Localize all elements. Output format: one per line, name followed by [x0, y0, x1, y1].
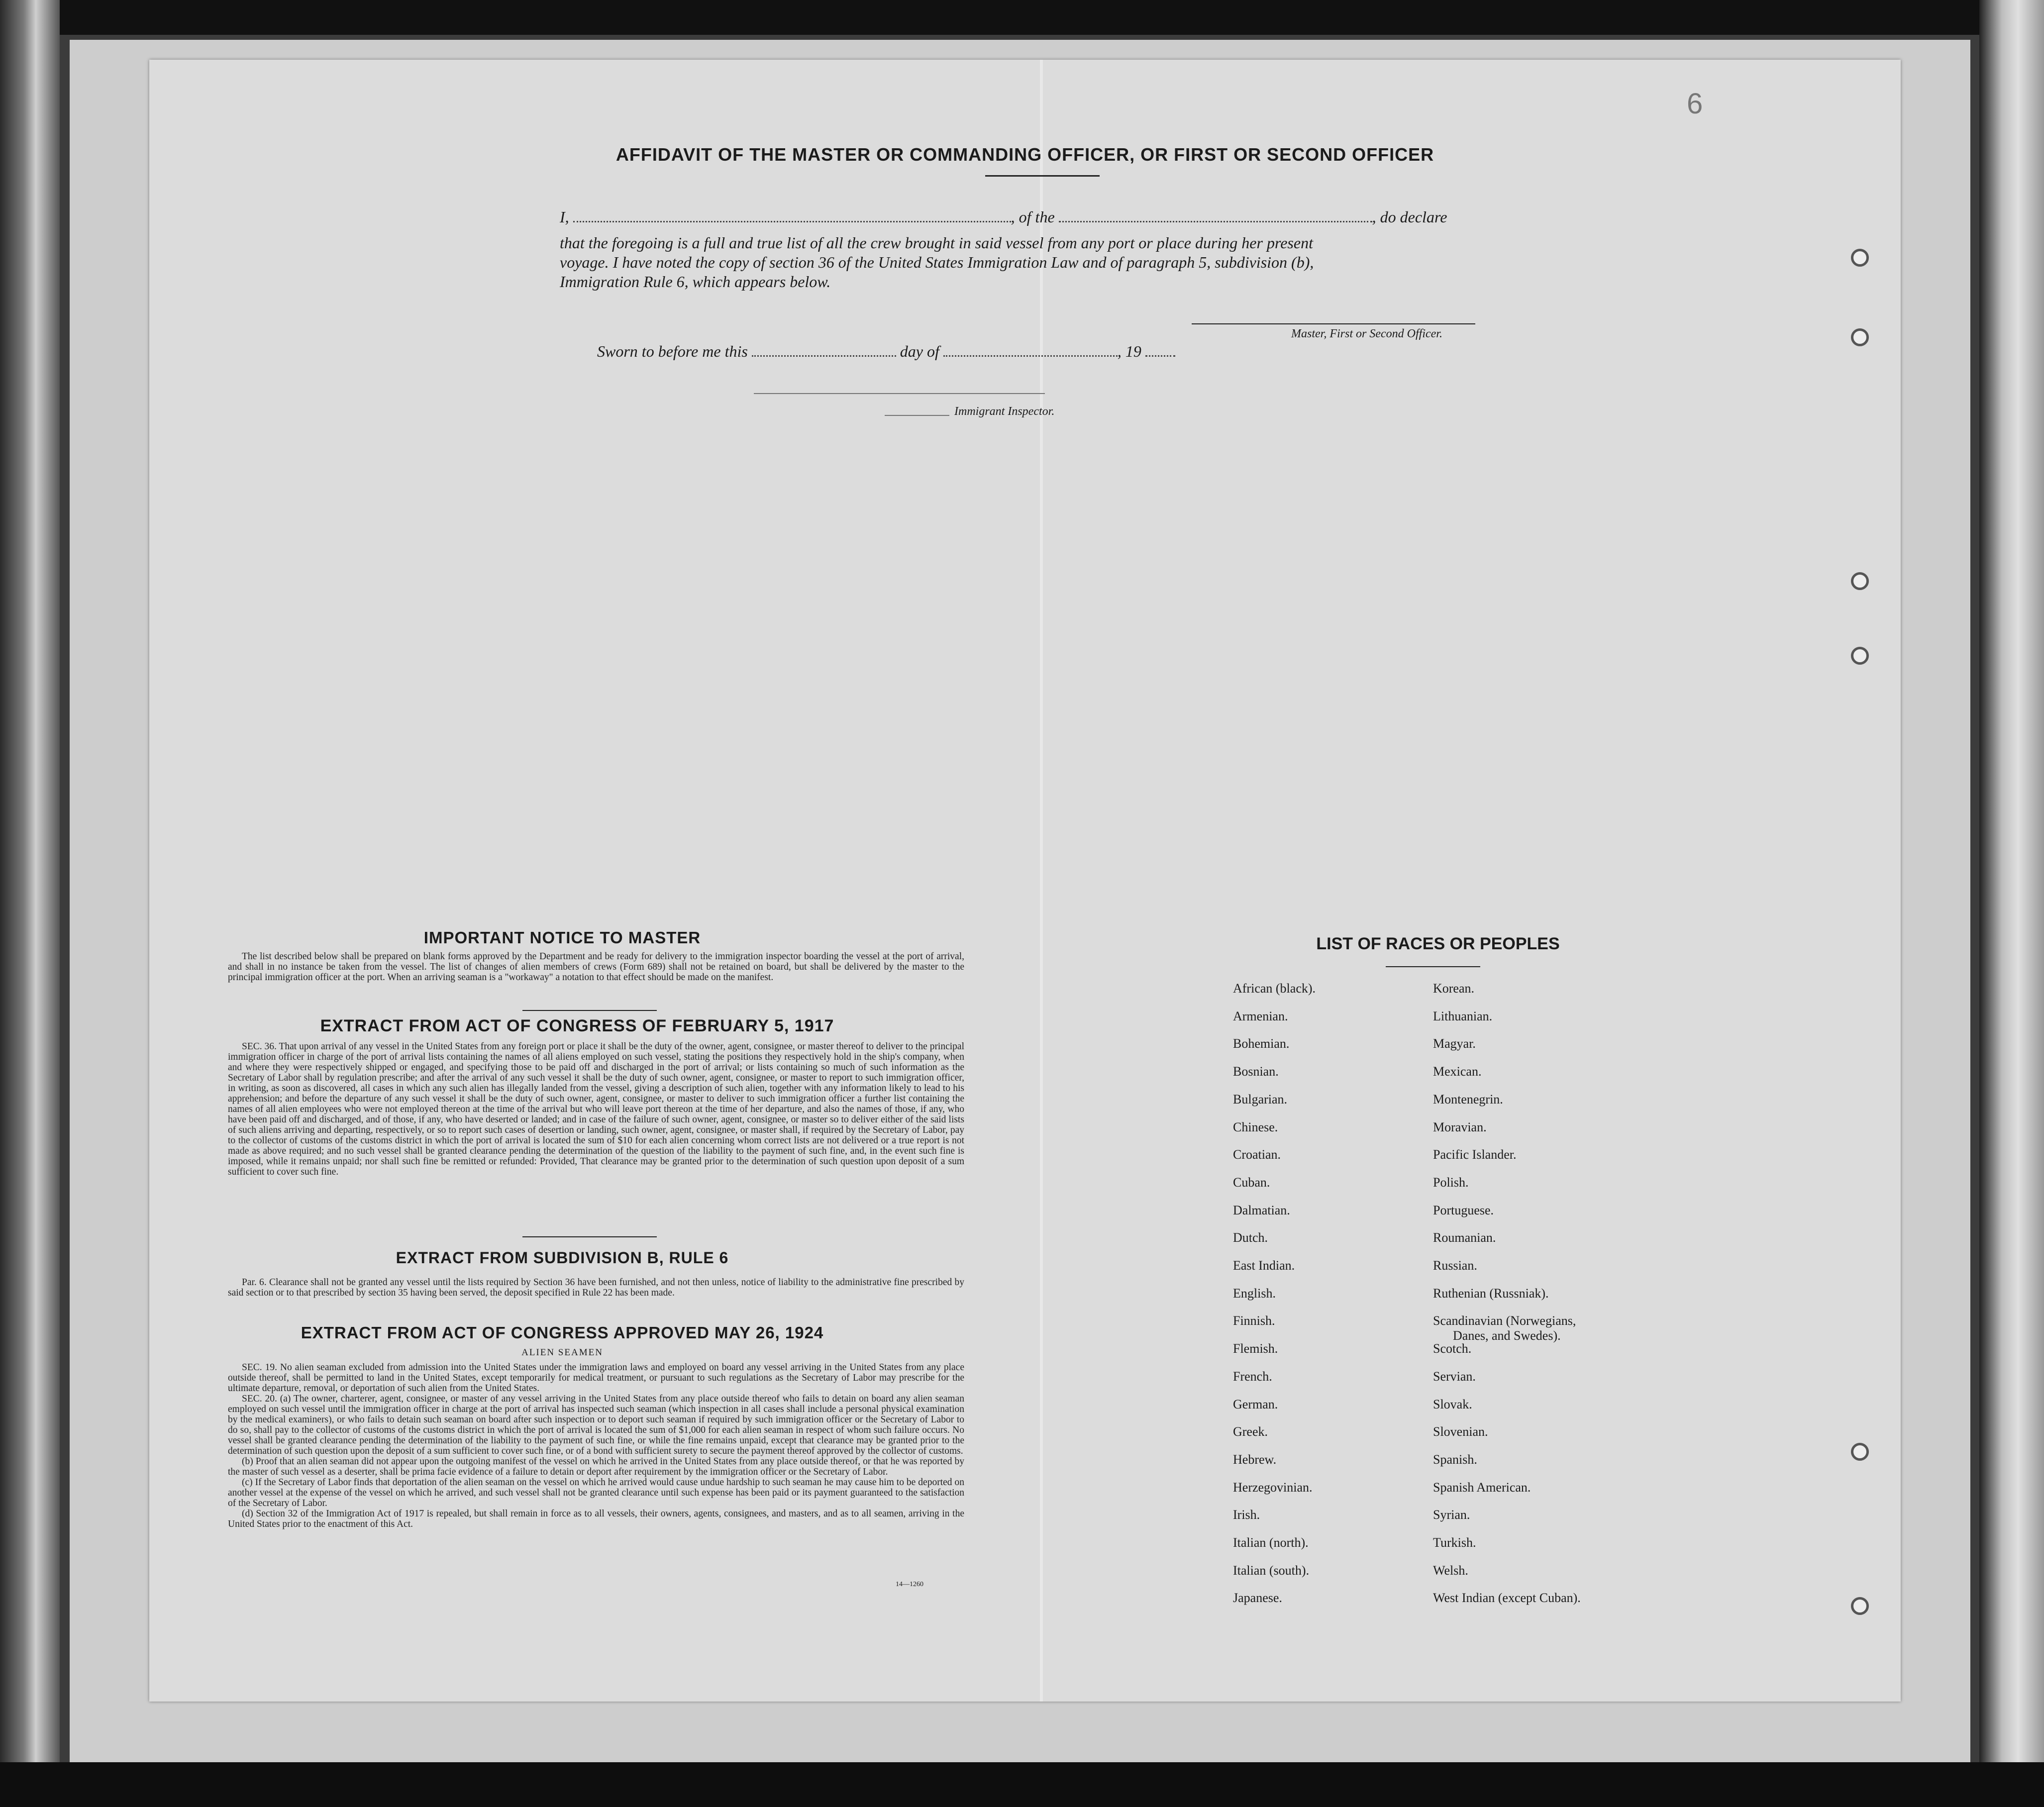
section-36-paragraph: SEC. 36. That upon arrival of any vessel in the United States from any foreign port or place it shall be the duty of the owner, agent, consignee, or master thereof to deliver to the principal immigration officer in charge of the port of arrival lists containing the names of all aliens employed on such vessel, stating the positions they respectively hold in the ship's company, when and where they were respectively shipped or engaged, and specifying those to be paid off and discharged in the port of arrival; or lists containing so much of such information as the Secretary of Labor shall by regulation prescribe; and after the arrival of any such vessel it shall be the duty of such owner, agent, consignee, or master to report to such immigration officer, in writing, as soon as discovered, all cases in which any such alien has illegally landed from the vessel, giving a description of such alien, together with any information likely to lead to his apprehension; and before the departure of any such vessel it shall be the duty of such owner, agent, consignee, or master to deliver to such immigration officer a further list containing the names of all alien employees who were not employed thereon at the time of the arrival but who will leave port thereon at the time of her departure, and also the names of those, if any, who have been paid off and discharged, and of those, if any, who have deserted or landed; and in case of the failure of such owner, agent, consignee, or master so to deliver either of the said lists of such aliens arriving and departing, respectively, or so to report such cases of desertion or landing, such owner, agent, consignee, or master shall, if required by the Secretary of Labor, pay to the collector of customs of the customs district in which the port of arrival is located the sum of $10 for each alien concerning whom correct lists are not delivered or a true report is not made as above required; and no such vessel shall be granted clearance pending the determination of the question of the liability to the payment of such fine, and, in the event such fine is imposed, while it remains unpaid; nor shall such fine be remitted or refunded: Provided, That clearance may be granted prior to the determination of such question upon deposit of a sum sufficient to cover such fine. — [228, 1041, 964, 1177]
scan-right-edge — [1979, 0, 2044, 1807]
scan-top-edge — [0, 0, 2044, 35]
sec-20d-paragraph: (d) Section 32 of the Immigration Act of 1917 is repealed, but shall remain in force as to all vessels, their owners, agents, consignees, and masters, and as to all seamen, arriving in the United States prior to the enactment of this Act. — [228, 1508, 964, 1529]
race-item: German. — [1233, 1397, 1278, 1411]
race-item: Dalmatian. — [1233, 1203, 1290, 1217]
extract-1917-text — [228, 1041, 964, 1177]
vessel-blank — [1059, 209, 1372, 222]
master-signature-line — [1192, 323, 1475, 324]
affidavit-line-4: Immigration Rule 6, which appears below. — [560, 273, 831, 291]
race-item: Greek. — [1233, 1424, 1268, 1439]
name-blank — [573, 209, 1011, 222]
extract-1924-title: EXTRACT FROM ACT OF CONGRESS APPROVED MAY 26, 1924 — [301, 1323, 824, 1342]
race-item: Magyar. — [1433, 1036, 1476, 1051]
section-rule — [522, 1236, 657, 1237]
races-title-rule — [1386, 966, 1480, 967]
race-item: Hebrew. — [1233, 1452, 1277, 1467]
sworn-line — [597, 342, 1175, 361]
sworn-month-blank — [943, 343, 1118, 357]
rule-6-paragraph: Par. 6. Clearance shall not be granted any vessel until the lists required by Section 36 have been furnished, and not then unless, notice of liability to the administrative fine prescribed by said section or to that prescribed by section 35 having been served, the deposit specified in Rule 22 has been made. — [228, 1277, 964, 1298]
race-item: Roumanian. — [1433, 1230, 1496, 1245]
affidavit-line-1 — [560, 208, 1447, 226]
race-item: Finnish. — [1233, 1313, 1275, 1328]
race-item: French. — [1233, 1369, 1272, 1384]
rule-6-text — [228, 1277, 964, 1298]
race-item: Italian (south). — [1233, 1563, 1310, 1578]
race-item: Dutch. — [1233, 1230, 1268, 1245]
extract-1917-title: EXTRACT FROM ACT OF CONGRESS OF FEBRUARY 5, 1917 — [320, 1016, 834, 1035]
race-item: Welsh. — [1433, 1563, 1468, 1578]
page-number: 6 — [1687, 88, 1703, 120]
race-item: Cuban. — [1233, 1175, 1270, 1190]
section-rule — [522, 1010, 657, 1011]
race-item: Scandinavian (Norwegians, — [1433, 1313, 1576, 1328]
race-item: English. — [1233, 1286, 1276, 1301]
race-item: Montenegrin. — [1433, 1092, 1503, 1106]
race-item: Russian. — [1433, 1258, 1477, 1273]
affidavit-line-3: voyage. I have noted the copy of section 36 of the United States Immigration Law and of paragraph 5, subdivision (b), — [560, 253, 1314, 271]
race-item: Portuguese. — [1433, 1203, 1494, 1217]
race-item: Slovak. — [1433, 1397, 1472, 1411]
race-item: Slovenian. — [1433, 1424, 1488, 1439]
sec-20b-paragraph: (b) Proof that an alien seaman did not appear upon the outgoing manifest of the vessel on which he arrived in the United States from any place outside thereof, or that he was reported by the master of such vessel as a deserter, shall be prima facie evidence of a failure to detain or deport after requirement by the immigration officer or the Secretary of Labor. — [228, 1456, 964, 1477]
notice-text — [228, 951, 964, 983]
punch-hole — [1851, 328, 1869, 346]
race-item: Mexican. — [1433, 1064, 1482, 1079]
race-item: Flemish. — [1233, 1341, 1278, 1356]
notice-title: IMPORTANT NOTICE TO MASTER — [423, 928, 701, 947]
sec-20c-paragraph: (c) If the Secretary of Labor finds that deportation of the alien seaman on the vessel on which he arrived would cause undue hardship to such seaman he may cause him to be deported on another vessel at the expense of the vessel on which he arrived, and such vessel shall not be granted clearance until such expense has been paid or its payment guaranteed to the satisfaction of the Secretary of Labor. — [228, 1477, 964, 1508]
race-item: Moravian. — [1433, 1119, 1487, 1134]
race-item: Armenian. — [1233, 1008, 1288, 1023]
race-item: West Indian (except Cuban). — [1433, 1591, 1581, 1606]
races-title: LIST OF RACES OR PEOPLES — [1316, 934, 1560, 953]
punch-hole — [1851, 647, 1869, 665]
punch-hole — [1851, 1597, 1869, 1615]
race-item: Lithuanian. — [1433, 1008, 1493, 1023]
sec-19-paragraph: SEC. 19. No alien seaman excluded from admission into the United States under the immigration laws and employed on board any vessel arriving in the United States from any place outside thereof, shall be permitted to land in the United States, except temporarily for medical treatment, or pursuant to such regulations as the Secretary of Labor may prescribe for the ultimate departure, removal, or deportation of such alien from the United States. — [228, 1362, 964, 1394]
inspector-label: Immigrant Inspector. — [954, 405, 1055, 418]
race-item: Herzegovinian. — [1233, 1480, 1313, 1495]
race-item: Scotch. — [1433, 1341, 1472, 1356]
scan-bottom-edge — [0, 1762, 2044, 1807]
punch-hole — [1851, 249, 1869, 267]
title-rule — [985, 175, 1100, 177]
race-item: Spanish. — [1433, 1452, 1477, 1467]
affidavit-line-2: that the foregoing is a full and true list of all the crew brought in said vessel from any port or place during her present — [560, 234, 1313, 252]
sworn-text: Sworn to before me this — [597, 342, 748, 360]
race-item: Pacific Islander. — [1433, 1147, 1517, 1162]
race-item: Croatian. — [1233, 1147, 1281, 1162]
race-item: Bohemian. — [1233, 1036, 1290, 1051]
sec-20a-paragraph: SEC. 20. (a) The owner, charterer, agent, consignee, or master of any vessel arriving in the United States from any place outside thereof who fails to detain on board any alien seaman employed on such vessel until the immigration officer in charge at the port of arrival has inspected such seaman (which inspection in all cases shall include a personal physical examination by the medical examiners), or who fails to detain such seaman on board after such inspection or to deport such seaman if required by such immigration officer or the Secretary of Labor to do so, shall pay to the collector of customs of the customs district in which the port of arrival is located the sum of $1,000 for each alien seaman in respect of whom such failure occurs. No vessel shall be granted clearance pending the determination of the liability to the payment of such fine, or while the fine remains unpaid, except that clearance may be granted prior to the determination of such question upon the deposit of a sum sufficient to cover such fine, or of a bond with sufficient surety to secure the payment thereof approved by the collector of customs. — [228, 1394, 964, 1456]
affidavit-of-the: , of the — [1011, 208, 1055, 226]
race-item: Turkish. — [1433, 1535, 1476, 1550]
affidavit-i: I, — [560, 208, 569, 226]
punch-hole — [1851, 572, 1869, 590]
alien-seamen-subtitle: ALIEN SEAMEN — [521, 1347, 603, 1358]
race-item: Irish. — [1233, 1507, 1260, 1522]
sworn-day-blank — [752, 343, 896, 357]
rule-6-title: EXTRACT FROM SUBDIVISION B, RULE 6 — [396, 1249, 729, 1267]
inspector-dots — [885, 415, 949, 416]
race-item: Bulgarian. — [1233, 1092, 1288, 1106]
affidavit-title: AFFIDAVIT OF THE MASTER OR COMMANDING OFFICER, OR FIRST OR SECOND OFFICER — [615, 144, 1434, 165]
race-item: Bosnian. — [1233, 1064, 1279, 1079]
sworn-year-blank — [1145, 343, 1175, 357]
extract-1924-text — [228, 1362, 964, 1529]
day-of-text: day of — [900, 342, 939, 360]
form-number: 14—1260 — [896, 1581, 923, 1588]
race-item: Polish. — [1433, 1175, 1469, 1190]
race-item: Ruthenian (Russniak). — [1433, 1286, 1549, 1301]
year-prefix: , 19 — [1117, 342, 1141, 360]
race-item: Spanish American. — [1433, 1480, 1531, 1495]
race-item: Servian. — [1433, 1369, 1476, 1384]
race-item: Italian (north). — [1233, 1535, 1309, 1550]
master-signature-label: Master, First or Second Officer. — [1291, 327, 1442, 340]
page-fold — [1040, 60, 1043, 1702]
punch-hole — [1851, 1443, 1869, 1461]
inspector-signature-line — [754, 393, 1045, 394]
race-item: Japanese. — [1233, 1591, 1282, 1606]
race-item: Korean. — [1433, 981, 1475, 996]
scan-left-edge — [0, 0, 60, 1807]
race-item: Chinese. — [1233, 1119, 1278, 1134]
race-item: Danes, and Swedes). — [1453, 1328, 1561, 1343]
affidavit-declare: , do declare — [1372, 208, 1447, 226]
race-item: Syrian. — [1433, 1507, 1470, 1522]
race-item: East Indian. — [1233, 1258, 1295, 1273]
notice-paragraph: The list described below shall be prepared on blank forms approved by the Department and be ready for delivery to the immigration inspector boarding the vessel at the port of arrival, and shall in no instance be taken from the vessel. The list of changes of alien members of crews (Form 689) shall not be retained on board, but shall be delivered by the master to the principal immigration officer at the port. When an arriving seaman is a "workaway" a notation to that effect should be made on the manifest. — [228, 951, 964, 983]
race-item: African (black). — [1233, 981, 1316, 996]
